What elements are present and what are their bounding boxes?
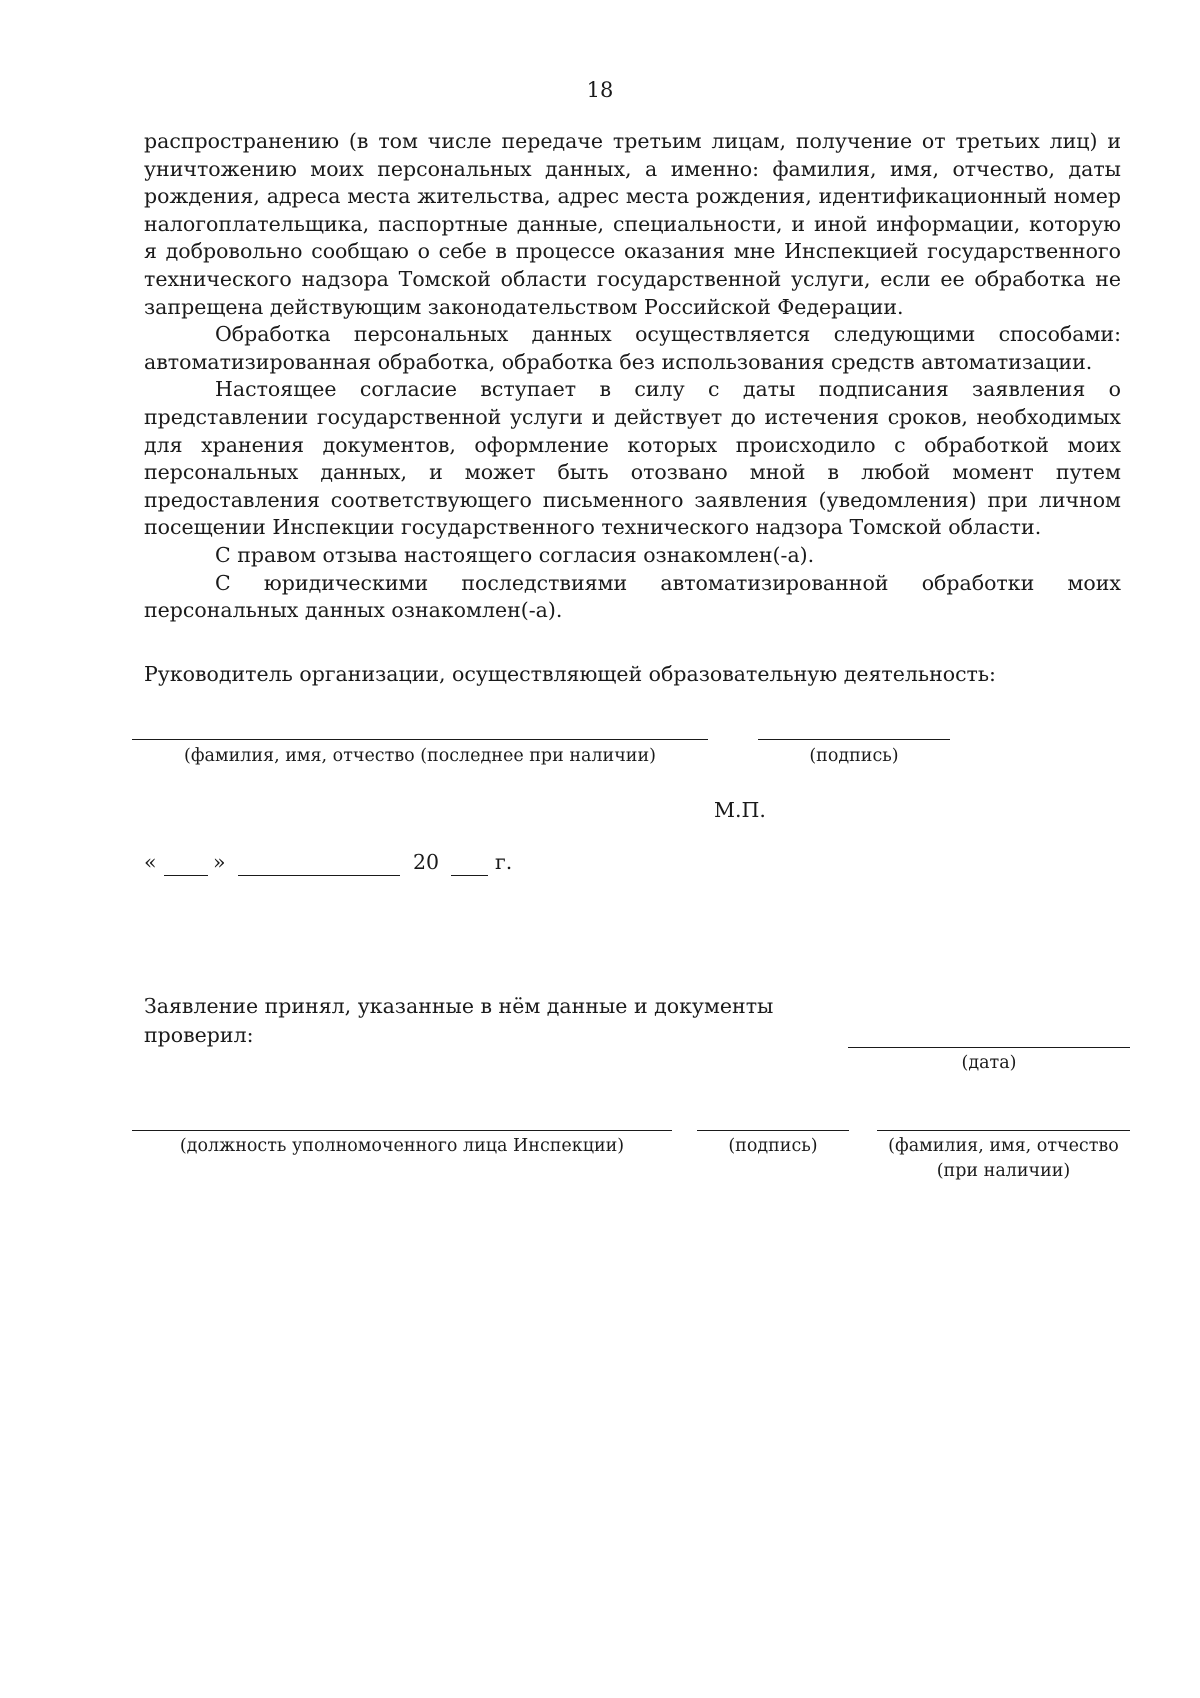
date-row [144, 850, 157, 874]
month-field-line[interactable] [238, 875, 400, 876]
officer-name-field-line[interactable] [877, 1130, 1130, 1131]
officer-name-caption-line1: (фамилия, имя, отчество [888, 1136, 1119, 1156]
head-signature-field-line[interactable] [758, 739, 950, 740]
acceptance-date-field-line[interactable] [848, 1047, 1130, 1048]
consent-body [144, 128, 1121, 625]
acceptance-date-caption: (дата) [961, 1053, 1017, 1073]
paragraph-consent-validity: Настоящее согласие вступает в силу с даты подписания заявления о представлении государственной услуги и действует до истечения сроков, необходимых для хранения документов, оформление которых происходило с обработкой моих персональных данных, и может быть отозвано мной в любой момент путем предоставления соответствующего письменного заявления (уведомления) при личном посещении Инспекции государственного технического надзора Томской области. [144, 377, 1121, 540]
page-number: 18 [586, 78, 614, 102]
officer-signature-field-line[interactable] [697, 1130, 849, 1131]
acceptance-text: Заявление принял, указанные в нём данные и документы проверил: [144, 994, 774, 1047]
paragraph-legal-consequences: С юридическими последствиями автоматизированной обработки моих персональных данных ознакомлен(-а). [144, 570, 1121, 623]
date-close-quote: » [213, 850, 226, 874]
head-name-field-line[interactable] [132, 739, 708, 740]
paragraph-data-processing-scope: распространению (в том числе передаче третьим лицам, получение от третьих лиц) и уничтожению моих персональных данных, а именно: фамилия, имя, отчество, даты рождения, адреса места жительства, адрес места рождения, идентификационный номер налогоплательщика, паспортные данные, специальности, и иной информации, которую я добровольно сообщаю о себе в процессе оказания мне Инспекцией государственного технического надзора Томской области государственной услуги, если ее обработка не запрещена действующим законодательством Российской Федерации. [144, 129, 1121, 319]
officer-signature-caption: (подпись) [728, 1136, 818, 1156]
head-signature-label: Руководитель организации, осуществляющей образовательную деятельность: [144, 662, 996, 686]
year-prefix: 20 [413, 850, 440, 874]
year-field-line[interactable] [451, 875, 488, 876]
officer-position-field-line[interactable] [132, 1130, 672, 1131]
paragraph-processing-methods: Обработка персональных данных осуществляется следующими способами: автоматизированная обработка, обработка без использования средств автоматизации. [144, 322, 1121, 374]
head-name-caption: (фамилия, имя, отчество (последнее при наличии) [184, 746, 656, 766]
paragraph-right-to-revoke: С правом отзыва настоящего согласия ознакомлен(-а). [215, 542, 815, 567]
officer-position-caption: (должность уполномоченного лица Инспекции) [179, 1136, 625, 1156]
officer-name-caption-line2: (при наличии) [936, 1161, 1071, 1181]
day-field-line[interactable] [164, 875, 208, 876]
stamp-placeholder: М.П. [714, 798, 766, 822]
head-signature-caption: (подпись) [809, 746, 899, 766]
date-open-quote: « [144, 850, 157, 874]
year-suffix: г. [495, 850, 513, 874]
